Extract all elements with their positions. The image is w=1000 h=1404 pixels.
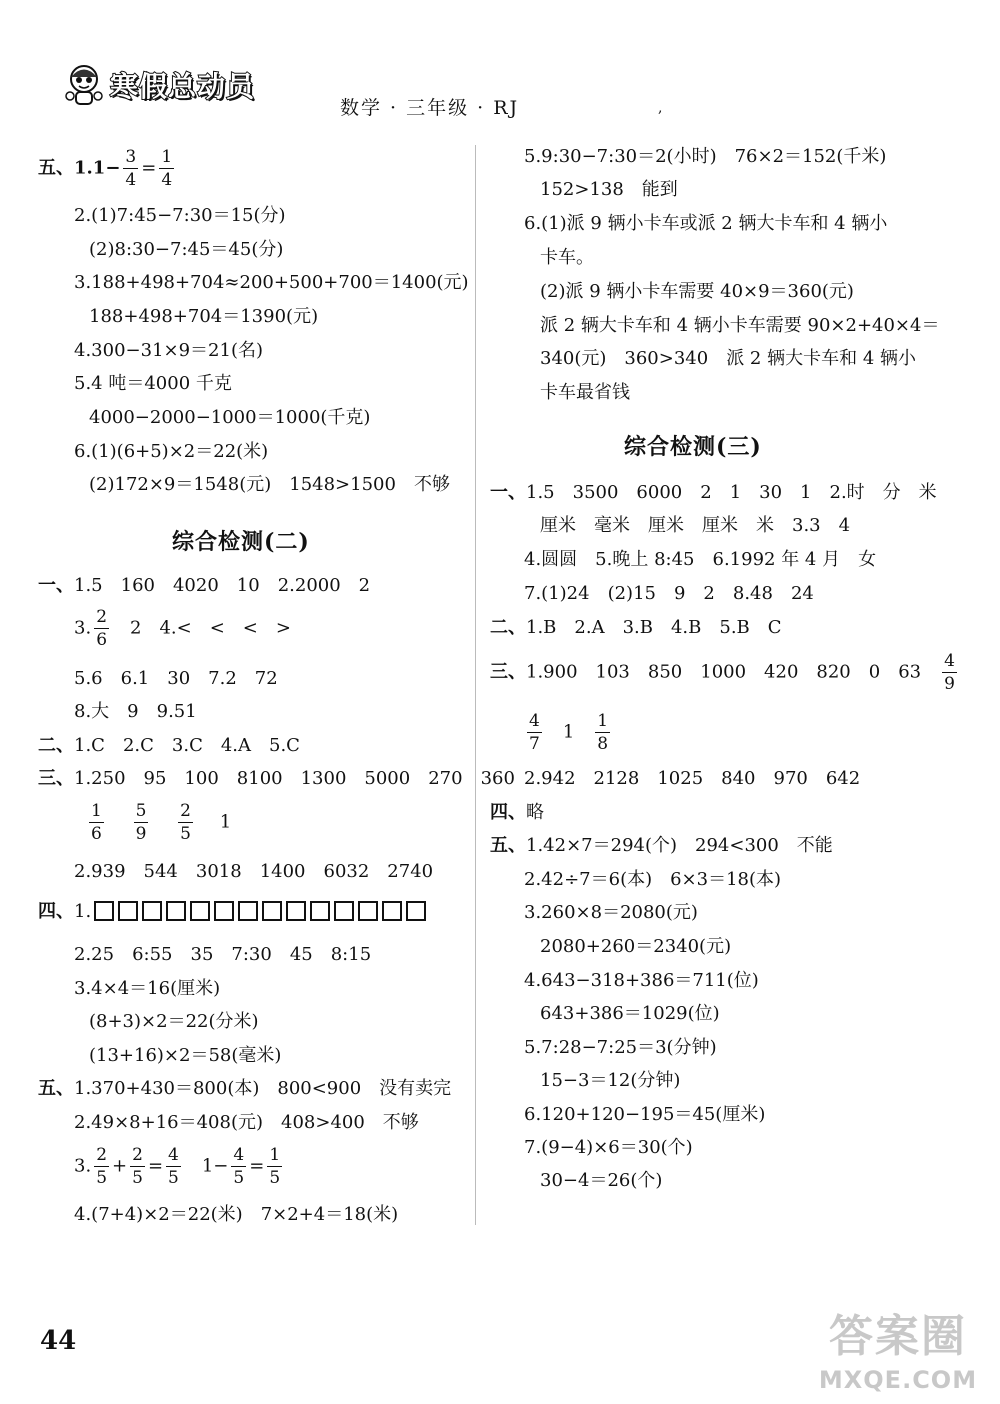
answer-text: 1.B 2.A 3.B 4.B 5.B C [526, 617, 782, 638]
answer-text: 3. [74, 617, 92, 639]
answer-line [38, 737, 300, 755]
denominator: 4 [161, 169, 173, 190]
answer-line [38, 903, 91, 921]
numerator: 1 [161, 147, 173, 167]
answer-line: 2.42÷7＝6(本) 6×3＝18(本) [524, 869, 782, 890]
denominator: 5 [168, 1167, 179, 1188]
denominator: 5 [269, 1167, 281, 1188]
mascot-icon [62, 62, 106, 108]
header-logo [62, 62, 255, 108]
numerator: 4 [168, 1145, 179, 1165]
answer-box-row [94, 901, 426, 921]
answer-text: 2 4.< < < > [112, 617, 291, 639]
numerator: 4 [944, 651, 955, 671]
numerator: 4 [233, 1145, 245, 1165]
denominator: 8 [597, 733, 609, 754]
fraction [178, 802, 193, 843]
denominator: 5 [233, 1167, 245, 1188]
answer-line: 2.939 544 3018 1400 6032 2740 [74, 861, 434, 882]
fraction [159, 148, 174, 189]
fraction [527, 712, 542, 753]
denominator: 7 [529, 733, 540, 754]
answer-line: 2080+260＝2340(元) [540, 936, 732, 957]
answer-line: 5.9:30−7:30＝2(小时) 76×2＝152(千米) [524, 146, 887, 167]
answer-line [490, 804, 544, 822]
answer-line [74, 608, 291, 649]
denominator: 9 [135, 823, 147, 844]
answer-line: 2.(1)7:45−7:30＝15(分) [74, 205, 286, 226]
fraction [231, 1146, 246, 1187]
answer-line [490, 484, 937, 502]
answer-line [86, 802, 231, 843]
answer-line: 643+386＝1029(位) [540, 1003, 720, 1024]
numerator: 1 [597, 711, 609, 731]
answer-text: 1 [562, 721, 575, 743]
answer-line [74, 1146, 285, 1187]
fraction [134, 802, 149, 843]
section-label: 五、 [38, 157, 74, 179]
denominator: 5 [132, 1167, 143, 1188]
answer-line: (2)172×9＝1548(元) 1548>1500 不够 [89, 474, 450, 495]
fraction [89, 802, 104, 843]
section-label: 四、 [490, 802, 526, 823]
answer-line: 7.(9−4)×6＝30(个) [524, 1137, 693, 1158]
answer-line: 4.圆圆 5.晚上 8:45 6.1992 年 4 月 女 [524, 549, 877, 570]
answer-line [490, 837, 833, 855]
watermark [808, 1300, 988, 1394]
answer-line: 4.(7+4)×2＝22(米) 7×2+4＝18(米) [74, 1204, 399, 1225]
section-label: 三、 [490, 661, 526, 683]
answer-line [524, 712, 613, 753]
section-title: 综合检测(二) [172, 529, 310, 555]
header-mark: , [658, 100, 663, 116]
answer-line [38, 1080, 451, 1098]
answer-box [190, 901, 210, 921]
fraction [123, 148, 138, 189]
section-label: 一、 [490, 482, 526, 503]
answer-text: 1.250 95 100 8100 1300 5000 270 360 [74, 768, 515, 789]
fraction [267, 1146, 282, 1187]
numerator: 2 [132, 1145, 143, 1165]
answer-box [142, 901, 162, 921]
answer-box [262, 901, 282, 921]
watermark-en: MXQE.COM [818, 1366, 978, 1394]
answer-box [166, 901, 186, 921]
answer-box [238, 901, 258, 921]
header-subject: 数学 · 三年级 · RJ [340, 97, 520, 119]
answer-line: 5.6 6.1 30 7.2 72 [74, 668, 278, 689]
answer-text: 1. [74, 901, 92, 922]
answer-line: 2.25 6:55 35 7:30 45 8:15 [74, 944, 372, 965]
answer-line: 2.49×8+16＝408(元) 408>400 不够 [74, 1112, 419, 1133]
answer-line: 厘米 毫米 厘米 厘米 米 3.3 4 [540, 515, 851, 536]
answer-text: 略 [526, 802, 544, 823]
denominator: 9 [944, 673, 955, 694]
answer-line: 30−4＝26(个) [540, 1170, 663, 1191]
fraction [942, 652, 957, 693]
numerator: 3 [125, 147, 137, 167]
answer-line: 152>138 能到 [540, 179, 678, 200]
section-label: 五、 [38, 1078, 74, 1099]
section-label: 二、 [38, 735, 74, 756]
answer-line: 6.(1)派 9 辆小卡车或派 2 辆大卡车和 4 辆小 [524, 213, 888, 234]
numerator: 5 [135, 801, 147, 821]
answer-line: 7.(1)24 (2)15 9 2 8.48 24 [524, 583, 814, 604]
answer-line: 340(元) 360>340 派 2 辆大卡车和 4 辆小 [540, 348, 916, 369]
section-label: 五、 [490, 835, 526, 856]
answer-text: + [112, 1155, 128, 1177]
answer-text: 1.5 3500 6000 2 1 30 1 2.时 分 米 [526, 482, 937, 503]
answer-text: 1.370+430＝800(本) 800<900 没有卖完 [74, 1078, 452, 1099]
answer-line: 3.188+498+704≈200+500+700＝1400(元) [74, 272, 469, 293]
answer-box [94, 901, 114, 921]
answer-text: 1 [219, 811, 232, 833]
answer-box [214, 901, 234, 921]
numerator: 1 [91, 801, 102, 821]
answer-text: 1.42×7＝294(个) 294<300 不能 [526, 835, 833, 856]
answer-line: 6.120+120−195＝45(厘米) [524, 1104, 766, 1125]
answer-box [334, 901, 354, 921]
watermark-cn: 答案圈 [829, 1311, 967, 1362]
fraction [166, 1146, 181, 1187]
answer-text: = [147, 1155, 164, 1177]
answer-box [310, 901, 330, 921]
answer-text: 1.5 160 4020 10 2.2000 2 [74, 575, 371, 596]
section-label: 一、 [38, 575, 74, 596]
answer-line: 卡车最省钱 [540, 382, 630, 403]
answer-text: 1.1− [74, 157, 121, 179]
numerator: 2 [96, 607, 108, 627]
numerator: 2 [180, 801, 191, 821]
denominator: 5 [180, 823, 191, 844]
answer-line: 4.300−31×9＝21(名) [74, 340, 263, 361]
fraction [94, 608, 109, 649]
answer-line [38, 148, 177, 189]
section-label: 四、 [38, 901, 74, 922]
answer-box [358, 901, 378, 921]
answer-box [382, 901, 402, 921]
fraction [130, 1146, 145, 1187]
section-label: 三、 [38, 768, 74, 789]
answer-line: (2)派 9 辆小卡车需要 40×9＝360(元) [540, 281, 854, 302]
answer-line: 5.7:28−7:25＝3(分钟) [524, 1037, 717, 1058]
answer-line: 6.(1)(6+5)×2＝22(米) [74, 441, 269, 462]
fraction [94, 1146, 109, 1187]
answer-line: (2)8:30−7:45＝45(分) [89, 239, 284, 260]
answer-text: 3. [74, 1155, 92, 1177]
answer-line [38, 577, 370, 595]
numerator: 2 [96, 1145, 108, 1165]
denominator: 6 [91, 823, 102, 844]
answer-text: 1.C 2.C 3.C 4.A 5.C [74, 735, 300, 756]
numerator: 1 [269, 1145, 281, 1165]
answer-box [118, 901, 138, 921]
denominator: 4 [125, 169, 137, 190]
answer-line: 188+498+704＝1390(元) [89, 306, 319, 327]
answer-line: 4000−2000−1000＝1000(千克) [89, 407, 371, 428]
denominator: 5 [96, 1167, 108, 1188]
page-number: 44 [40, 1326, 77, 1356]
answer-line: 15−3＝12(分钟) [540, 1070, 681, 1091]
answer-box [406, 901, 426, 921]
section-title: 综合检测(三) [624, 434, 762, 460]
answer-line: 卡车。 [540, 247, 594, 268]
answer-line: 2.942 2128 1025 840 970 642 [524, 768, 861, 789]
answer-text: 1.900 103 850 1000 420 820 0 63 [526, 661, 922, 683]
numerator: 4 [529, 711, 540, 731]
answer-line: 8.大 9 9.51 [74, 701, 197, 722]
column-divider [475, 145, 476, 1225]
answer-line: (8+3)×2＝22(分米) [89, 1011, 259, 1032]
answer-line: 4.643−318+386＝711(位) [524, 970, 759, 991]
answer-line [490, 652, 960, 693]
answer-box [286, 901, 306, 921]
logo-text: 寒假总动员 [110, 70, 256, 103]
answer-line [490, 619, 782, 637]
answer-line: 3.4×4＝16(厘米) [74, 978, 221, 999]
answer-line: 派 2 辆大卡车和 4 辆小卡车需要 90×2+40×4＝ [540, 315, 940, 336]
answer-line: (13+16)×2＝58(毫米) [89, 1045, 282, 1066]
answer-text: = [249, 1155, 265, 1177]
section-label: 二、 [490, 617, 526, 638]
answer-line [38, 770, 515, 788]
answer-line: 3.260×8＝2080(元) [524, 902, 698, 923]
fraction [595, 712, 610, 753]
answer-line: 5.4 吨＝4000 千克 [74, 373, 232, 394]
answer-text: 1− [201, 1155, 229, 1177]
answer-text: = [141, 157, 157, 179]
denominator: 6 [96, 629, 108, 650]
